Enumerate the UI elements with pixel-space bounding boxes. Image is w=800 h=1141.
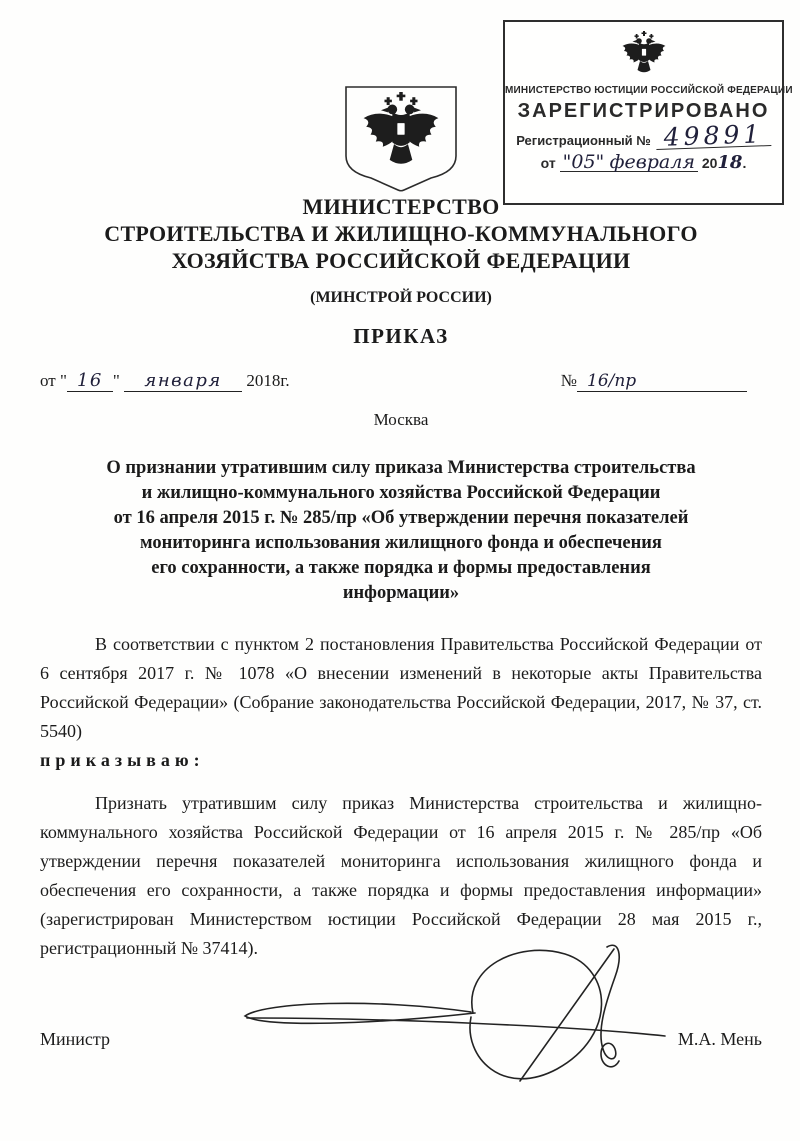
order-number-handwritten: 16/пр	[577, 371, 747, 392]
date-prefix: от	[40, 371, 56, 390]
stamp-registration-number	[505, 119, 782, 152]
stamp-date-handwritten: "05" февраля	[560, 154, 698, 172]
subject-line: и жилищно-коммунального хозяйства Российской Федерации	[141, 483, 661, 503]
decree-word-line	[40, 746, 762, 775]
coat-of-arms-icon	[339, 84, 463, 192]
stamp-year-printed: 20	[701, 155, 718, 171]
decree-word: приказываю:	[40, 750, 205, 770]
stamp-reg-label: Регистрационный №	[516, 133, 651, 148]
stamp-registered-label: ЗАРЕГИСТРИРОВАНО	[517, 100, 770, 122]
date-day-handwritten: 16	[67, 370, 113, 392]
date-and-number-row	[40, 370, 762, 392]
subject-line: мониторинга использования жилищного фонда и обеспечения	[140, 533, 662, 553]
stamp-date-prefix: от	[540, 155, 556, 171]
ministry-name-line1: МИНИСТЕРСТВО	[302, 194, 500, 219]
document-type-title: ПРИКАЗ	[353, 324, 449, 348]
stamp-ministry-label: МИНИСТЕРСТВО ЮСТИЦИИ РОССИЙСКОЙ ФЕДЕРАЦИИ	[505, 85, 793, 96]
ministry-name-line3: ХОЗЯЙСТВА РОССИЙСКОЙ ФЕДЕРАЦИИ	[171, 248, 631, 273]
number-sign: №	[560, 371, 577, 390]
subject-line: его сохранности, а также порядка и формы предоставления	[151, 558, 651, 578]
subject-line: от 16 апреля 2015 г. № 285/пр «Об утверждении перечня показателей	[113, 508, 689, 528]
date-quote-open: "	[59, 371, 67, 390]
subject-line: О признании утратившим силу приказа Министерства строительства	[106, 458, 696, 478]
justice-registration-stamp	[503, 20, 793, 205]
ministry-short-name: (МИНСТРОЙ РОССИИ)	[310, 289, 492, 306]
order-number-field	[561, 371, 747, 392]
city-label: Москва	[373, 410, 429, 429]
signer-position: Министр	[40, 1029, 110, 1049]
double-headed-eagle-icon	[619, 31, 669, 77]
handwritten-signature-icon	[233, 942, 673, 1094]
ministry-name-heading	[40, 193, 762, 274]
order-date-field	[40, 370, 290, 392]
order-subject	[40, 456, 762, 606]
stamp-date	[505, 152, 782, 173]
preamble-paragraph: В соответствии с пунктом 2 постановления Правительства Российской Федерации от 6 сентября 2017 г. № 1078 «О внесении изменений в некоторые акты Правительства Российской Федерации» (Собрание законодательства Российской Федерации, 2017, № 37, ст. 5540)	[40, 634, 762, 741]
stamp-reg-value: 49891	[655, 123, 771, 150]
order-paragraph: Признать утратившим силу приказ Министерства строительства и жилищно-коммунального хозяйства Российской Федерации от 16 апреля 2015 г. № 285/пр «Об утверждении перечня показателей мониторинга использования жилищного фонда и обеспечения его сохранности, а также порядка и формы предоставления информации» (зарегистрирован Министерством юстиции Российской Федерации 28 мая 2015 г., регистрационный № 37414).	[40, 793, 762, 958]
stamp-period: .	[742, 155, 747, 171]
signer-name: М.А. Мень	[677, 1029, 762, 1049]
date-year: 2018г.	[246, 371, 290, 390]
date-month-handwritten: января	[124, 370, 242, 392]
date-quote-close: "	[112, 371, 120, 390]
ministry-name-line2: СТРОИТЕЛЬСТВА И ЖИЛИЩНО-КОММУНАЛЬНОГО	[104, 221, 698, 246]
stamp-year-written: 18	[717, 152, 743, 173]
subject-line: информации»	[342, 583, 460, 603]
